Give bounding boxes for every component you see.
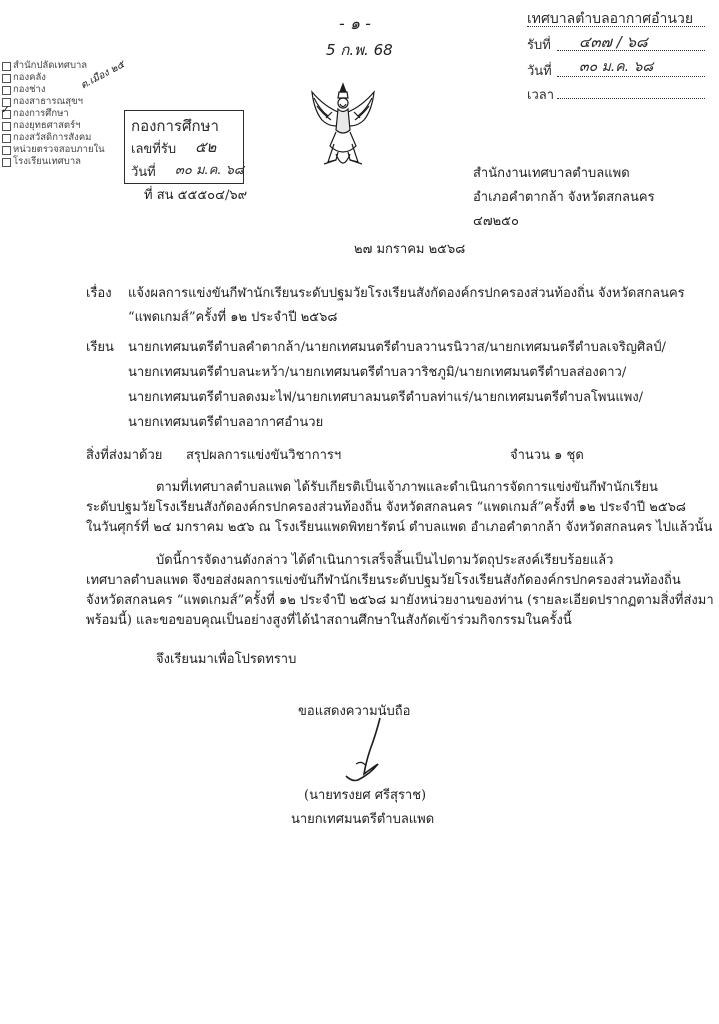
signer-name: (นายทรงยศ ศรีสุราช) (304, 788, 427, 803)
recipient-line: นายกเทศมนตรีตำบลนะหว้า/นายกเทศมนตรีตำบลวาริชภูมิ/นายกเทศมนตรีตำบลส่องดาว/ (128, 365, 627, 380)
checklist-label: กองสาธารณสุขฯ (13, 96, 83, 107)
document-reference-number: ที่ สน ๕๕๕๐๔/๖๙ (144, 188, 248, 203)
regards: ขอแสดงความนับถือ (298, 704, 411, 719)
sender-district: อำเภอคำตากล้า จังหวัดสกลนคร (473, 190, 655, 205)
page-number-mark: - ๑ - (339, 14, 371, 33)
checklist-label: สำนักปลัดเทศบาล (13, 60, 88, 71)
registration-date-label: วันที่ (527, 64, 552, 79)
body-paragraph-line: เทศบาลตำบลแพด จึงขอส่งผลการแข่งขันกีฬานักเรียนระดับปฐมวัยโรงเรียนสังกัดองค์กรปกครองส่วนท้องถิ่น (86, 573, 681, 588)
registration-received-label: รับที่ (527, 38, 551, 53)
checkbox-icon (2, 62, 11, 71)
checklist-item (2, 72, 122, 84)
recipient-line: นายกเทศมนตรีตำบลคำตากล้า/นายกเทศมนตรีตำบลวานรนิวาส/นายกเทศมนตรีตำบลเจริญศิลป์/ (128, 340, 666, 355)
checklist-label: หน่วยตรวจสอบภายใน (13, 144, 105, 155)
sender-postcode: ๔๗๒๕๐ (473, 214, 519, 229)
enclosure-text: สรุปผลการแข่งขันวิชาการฯ (186, 448, 342, 463)
body-paragraph-line: ตามที่เทศบาลตำบลแพด ได้รับเกียรติเป็นเจ้าภาพและดำเนินการจัดการแข่งขันกีฬานักเรียน (156, 480, 658, 495)
checklist-label: กองการศึกษา (13, 108, 69, 119)
recipient-label: เรียน (86, 340, 114, 355)
checklist-item (2, 96, 122, 108)
body-paragraph-line: พร้อมนี้) และขอขอบคุณเป็นอย่างสูงที่ได้นำสถานศึกษาในสังกัดเข้าร่วมกิจกรรมในครั้งนี้ (86, 613, 572, 628)
checklist-label: กองสวัสดิการสังคม (13, 132, 92, 143)
checkbox-icon (2, 86, 11, 95)
checklist-item (2, 60, 122, 72)
registration-time-label: เวลา (527, 88, 555, 103)
checklist-item (2, 156, 122, 168)
garuda-emblem (306, 82, 380, 174)
checklist-label: กองยุทธศาสตร์ฯ (13, 120, 81, 131)
signature-mark (336, 716, 396, 786)
body-paragraph-line: ในวันศุกร์ที่ ๒๔ มกราคม ๒๕๖ ณ โรงเรียนแพดพิทยารัตน์ ตำบลแพด อำเภอคำตากล้า จังหวัดสกลนคร ไปแล้วนั้น (86, 520, 713, 535)
subject-line: แจ้งผลการแข่งขันกีฬานักเรียนระดับปฐมวัยโรงเรียนสังกัดองค์กรปกครองส่วนท้องถิ่น จังหวัดสกลนคร (128, 286, 685, 301)
education-stamp-received-value: ๕๒ (195, 138, 217, 156)
checkbox-icon (2, 134, 11, 143)
enclosure-label: สิ่งที่ส่งมาด้วย (86, 448, 163, 463)
education-stamp-title: กองการศึกษา (131, 117, 219, 135)
checklist-label: กองช่าง (13, 84, 46, 95)
checklist-label: โรงเรียนเทศบาล (13, 156, 81, 167)
registration-received-value: ๔๓๗ / ๖๘ (579, 33, 648, 51)
handwritten-note: ต.เมือง ๒๕ (78, 59, 127, 92)
recipient-line: นายกเทศมนตรีตำบลดงมะไฟ/นายกเทศบาลมนตรีตำบลท่าแร่/นายกเทศมนตรีตำบลโพนแพง/ (128, 390, 644, 405)
checklist-item (1, 103, 122, 120)
body-paragraph-line: บัดนี้การจัดงานดังกล่าว ได้ดำเนินการเสร็จสิ้นเป็นไปตามวัตถุประสงค์เรียบร้อยแล้ว (156, 553, 614, 568)
enclosure-quantity: จำนวน ๑ ชุด (510, 448, 584, 463)
checklist-item (2, 132, 122, 144)
checklist-item (2, 144, 122, 156)
education-stamp-received-label: เลขที่รับ (131, 142, 177, 157)
checkmark-icon: ✓ (1, 103, 11, 116)
checklist-item (2, 120, 122, 132)
registration-date-value: ๓๐ ม.ค. ๖๘ (579, 59, 654, 75)
sender-office: สำนักงานเทศบาลตำบลแพด (473, 166, 630, 181)
registration-stamp-title: เทศบาลตำบลอากาศอำนวย (527, 11, 694, 27)
checkbox-icon (2, 146, 11, 155)
checkbox-icon (2, 158, 11, 167)
body-paragraph-line: จังหวัดสกลนคร “แพดเกมส์”ครั้งที่ ๑๒ ประจำปี ๒๕๖๘ มายังหน่วยงานของท่าน (รายละเอียดปรากฏตามสิ่งที่ส่งมา (86, 593, 714, 608)
closing-request: จึงเรียนมาเพื่อโปรดทราบ (156, 652, 297, 667)
subject-line: “แพดเกมส์”ครั้งที่ ๑๒ ประจำปี ๒๕๖๘ (128, 310, 338, 325)
body-paragraph-line: ระดับปฐมวัยโรงเรียนสังกัดองค์กรปกครองส่วนท้องถิ่น จังหวัดสกลนคร “แพดเกมส์”ครั้งที่ ๑๒ ประจำปี ๒๕๖๘ (86, 500, 686, 515)
checklist-item (2, 84, 122, 96)
document-date: ๒๗ มกราคม ๒๕๖๘ (354, 242, 466, 257)
subject-label: เรื่อง (86, 286, 112, 301)
education-division-stamp (124, 110, 244, 184)
signer-title: นายกเทศมนตรีตำบลแพด (291, 812, 435, 827)
checkbox-icon (2, 74, 11, 83)
recipient-line: นายกเทศมนตรีตำบลอากาศอำนวย (128, 415, 324, 430)
registration-stamp (527, 8, 717, 103)
checkbox-icon (2, 122, 11, 131)
education-stamp-date-value: ๓๐ ม.ค. ๖๘ (175, 163, 244, 178)
received-date-mark: 5 ก.พ. 68 (326, 41, 393, 59)
education-stamp-date-label: วันที่ (131, 165, 156, 180)
checklist-label: กองคลัง (13, 72, 46, 83)
department-checklist (2, 60, 122, 168)
